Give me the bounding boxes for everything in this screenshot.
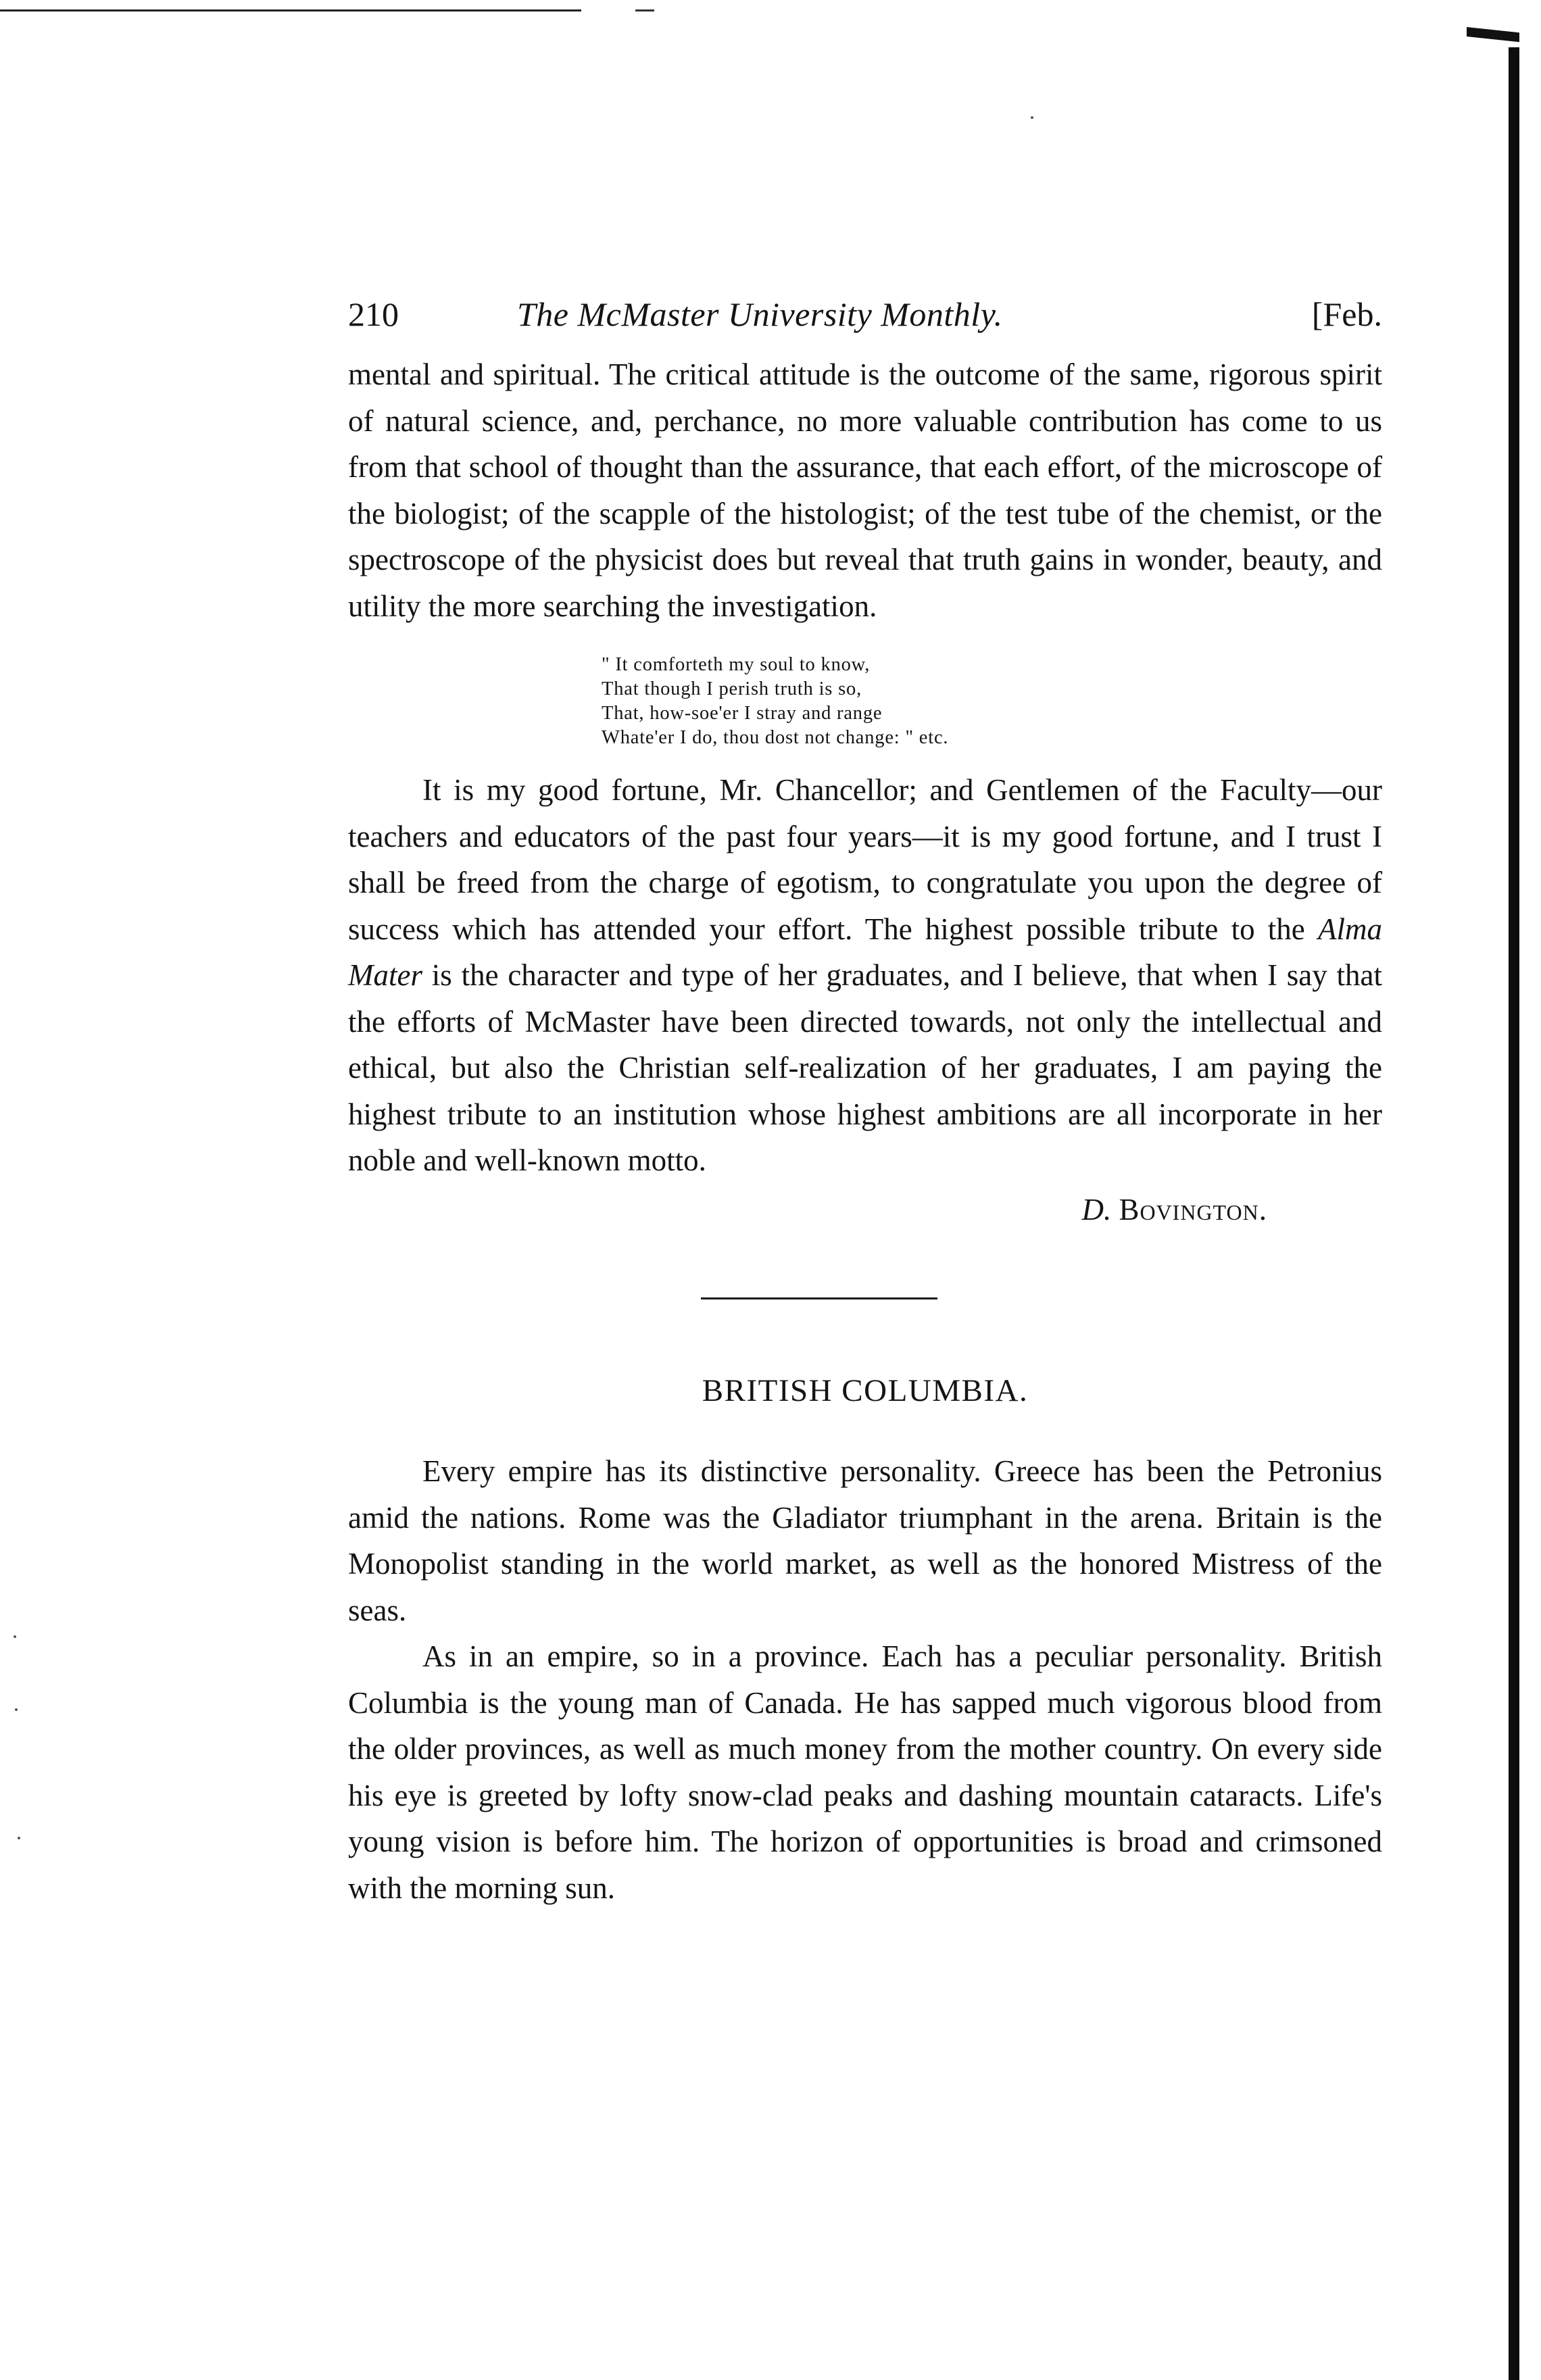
scan-artifact-page-edge [1509, 47, 1519, 2380]
speck [18, 1837, 20, 1839]
signature-name: Bovington. [1119, 1192, 1267, 1226]
article-body [348, 351, 1382, 1911]
verse-line: Whate'er I do, thou dost not change: " etc. [602, 727, 949, 748]
author-signature [348, 1187, 1382, 1233]
section-title: BRITISH COLUMBIA. [702, 1373, 1029, 1408]
text-run: It is my good fortune, Mr. Chancellor; and Gentlemen of the Faculty—our teachers and educators of the past four years—it is my good fortune, and I trust I shall be freed from the charge of egotism, to congratulate you upon the degree of success which has attended your effort. The highest possible tribute to the [348, 773, 1382, 946]
verse-line: That, how-soe'er I stray and range [602, 703, 883, 724]
quoted-verse [602, 653, 1382, 750]
running-head [348, 291, 1382, 338]
page-number: 210 [348, 295, 399, 333]
speck [14, 1635, 16, 1638]
scan-artifact-edge-cap [1467, 27, 1519, 42]
verse-line: " It comforteth my soul to know, [602, 654, 871, 675]
scan-artifact-top-rule-fragment [635, 9, 654, 11]
verse-line: That though I perish truth is so, [602, 678, 862, 699]
signature-initial: D. [1081, 1192, 1112, 1226]
paragraph-good-fortune [348, 767, 1382, 1184]
speck [15, 1708, 18, 1711]
italic-alma-mater: Alma Mater [348, 912, 1382, 992]
text-run: is the character and type of her graduates, and I believe, that when I say that the efforts of McMaster have been directed towards, not only the intellectual and ethical, but also the Christian self-realization of her graduates, I am paying the highest tribute to an institution whose highest ambitions are all incorporate in her noble and well-known motto. [348, 958, 1382, 1177]
paragraph-empire-personality: Every empire has its distinctive personality. Greece has been the Petronius amid the nations. Rome was the Gladiator triumphant in the arena. Britain is the Monopolist standing in the world market, as well as the honored Mistress of the seas. [348, 1454, 1382, 1627]
paragraph-province: As in an empire, so in a province. Each has a peculiar personality. British Columbia is the young man of Canada. He has sapped much vigorous blood from the older provinces, as well as much money from the mother country. On every side his eye is greeted by lofty snow-clad peaks and dashing mountain cataracts. Life's young vision is before him. The horizon of opportunities is broad and crimsoned with the morning sun. [348, 1639, 1382, 1905]
paragraph-critical-attitude: mental and spiritual. The critical attitude is the outcome of the same, rigorous spirit of natural science, and, perchance, no more valuable contribution has come to us from that school of thought than the assurance, that each effort, of the microscope of the biologist; of the scapple of the histologist; of the test tube of the chemist, or the spectroscope of the physicist does but reveal that truth gains in wonder, beauty, and utility the more searching the investigation. [348, 357, 1382, 623]
scan-artifact-top-rule [0, 9, 581, 11]
speck [1031, 116, 1033, 119]
section-divider [701, 1297, 937, 1299]
journal-title: The McMaster University Monthly. [517, 295, 1003, 333]
issue-month: [Feb. [1311, 295, 1382, 333]
